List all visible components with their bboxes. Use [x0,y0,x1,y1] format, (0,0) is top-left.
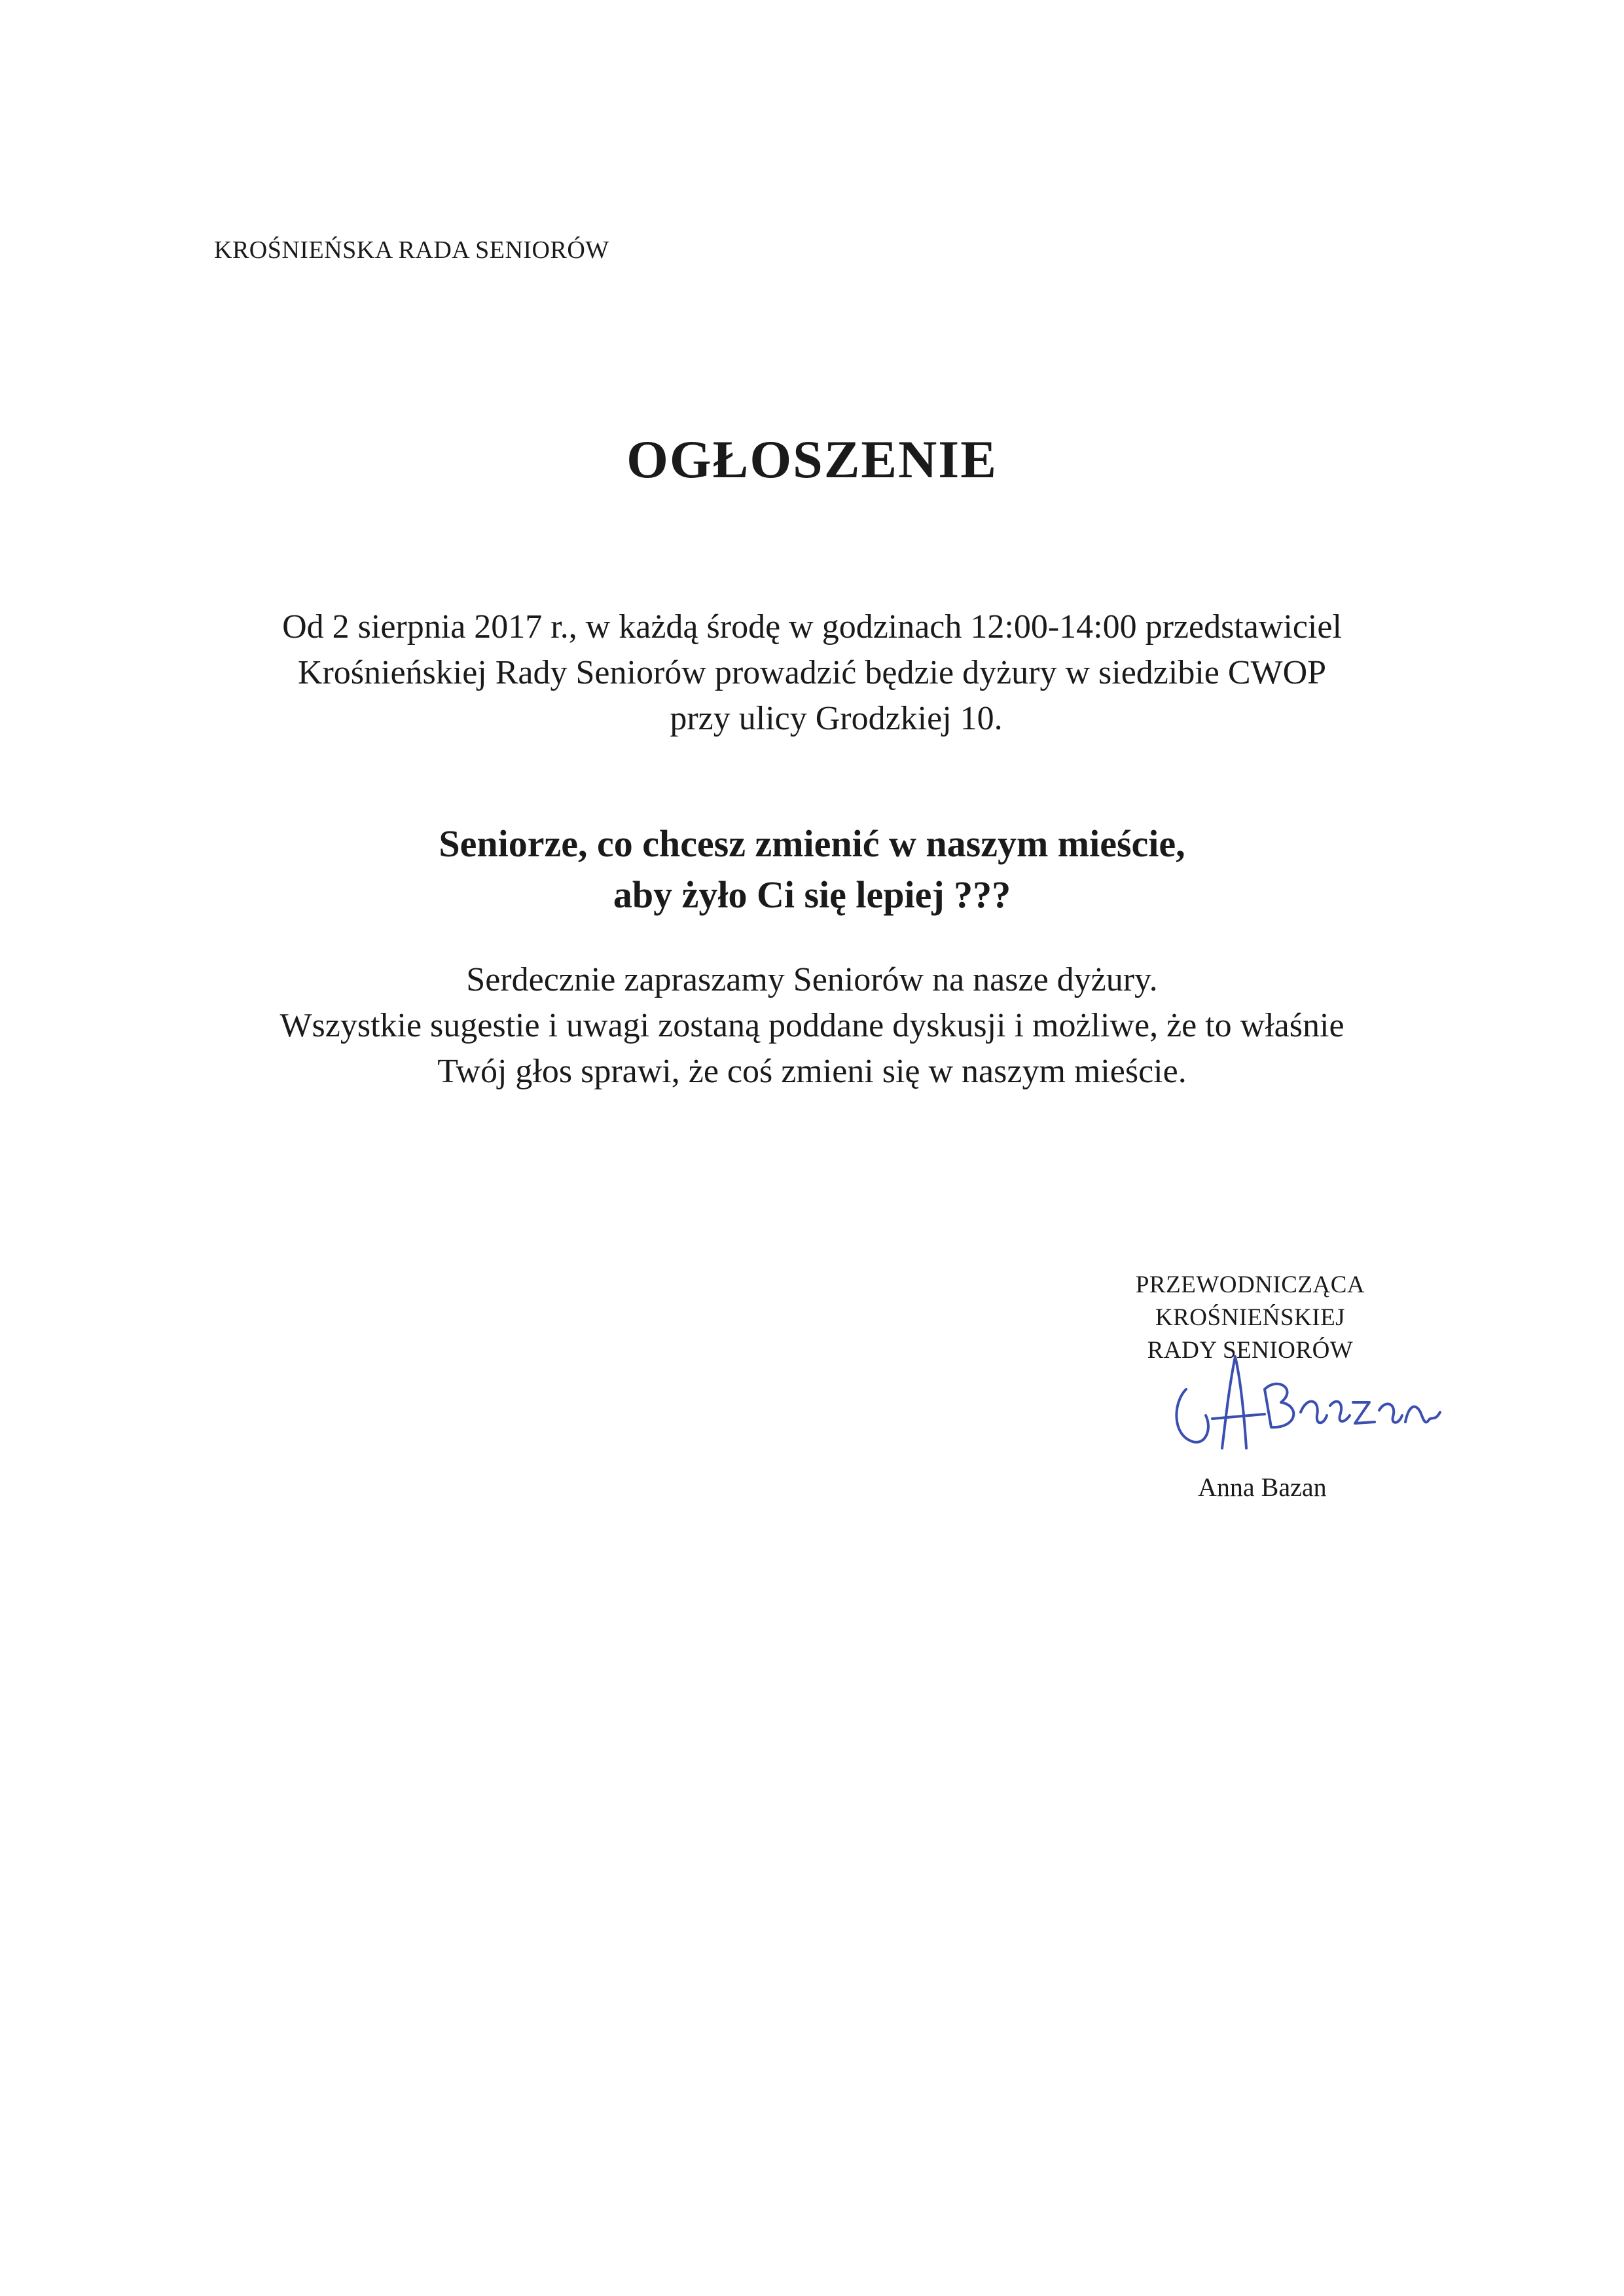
organization-header: KROŚNIEŃSKA RADA SENIORÓW [214,236,609,264]
invitation-paragraph [0,957,1624,1095]
highlight-line: aby żyło Ci się lepiej ??? [613,873,1011,916]
signature-role-line: PRZEWODNICZĄCA [1135,1271,1365,1298]
highlight-question [0,818,1624,920]
invitation-line: Wszystkie sugestie i uwagi zostaną poddane dyskusji i możliwe, że to właśnie [280,1007,1344,1044]
signature-role-line: KROŚNIEŃSKIEJ [1155,1304,1346,1331]
document-title: OGŁOSZENIE [626,429,998,489]
announcement-line: przy ulicy Grodzkiej 10. [670,700,1003,737]
announcement-paragraph [0,604,1624,742]
invitation-line: Serdecznie zapraszamy Seniorów na nasze dyżury. [466,961,1158,998]
announcement-line: Krośnieńskiej Rady Seniorów prowadzić będzie dyżury w siedzibie CWOP [297,654,1327,691]
invitation-line: Twój głos sprawi, że coś zmieni się w naszym mieście. [437,1053,1187,1090]
highlight-line: Seniorze, co chcesz zmienić w naszym mieście, [439,822,1185,865]
handwritten-signature [1166,1350,1448,1481]
announcement-line: Od 2 sierpnia 2017 r., w każdą środę w godzinach 12:00-14:00 przedstawiciel [282,608,1342,646]
signature-role-line: RADY SENIORÓW [1147,1337,1354,1364]
signer-name: Anna Bazan [1198,1472,1327,1502]
